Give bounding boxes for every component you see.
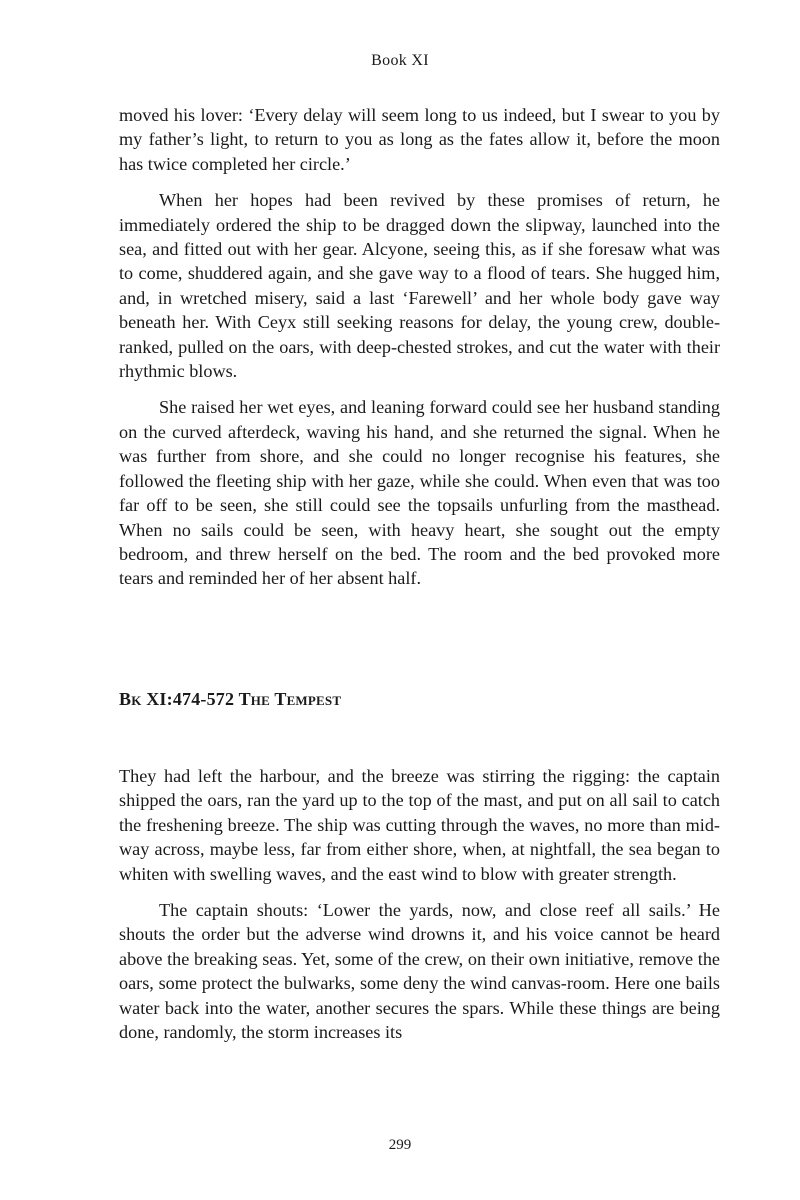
paragraph-left-harbour: They had left the harbour, and the breeze was stirring the rigging: the captain shipped the oars, ran the yard up to the top of the mast, and put on all sail to catch the freshening breeze. The ship was cutting through the waves, no more than mid-way across, maybe less, far from either shore, when, at nightfall, the sea began to whiten with swelling waves, and the east wind to blow with greater strength. xyxy=(119,766,720,884)
section-text-block xyxy=(119,764,720,1056)
paragraph-continuation: moved his lover: ‘Every delay will seem long to us indeed, but I swear to you by my father’s light, to return to you as long as the fates allow it, before the moon has twice completed her circle.’ xyxy=(119,105,720,174)
running-head: Book XI xyxy=(371,52,429,69)
paragraph-alcyone-watches: She raised her wet eyes, and leaning forward could see her husband standing on the curved afterdeck, waving his hand, and she returned the signal. When he was further from shore, and she could no longer recognise his features, she followed the fleeting ship with her gaze, while she could. When even that was too far off to be seen, she still could see the topsails unfurling from the masthead. When no sails could be seen, with heavy heart, she sought out the empty bedroom, and threw herself on the bed. The room and the bed provoked more tears and reminded her of her absent half. xyxy=(119,397,720,589)
page-number: 299 xyxy=(388,1137,412,1153)
paragraph-ship-launch: When her hopes had been revived by these promises of return, he immediately ordered the ship to be dragged down the slipway, launched into the sea, and fitted out with her gear. Alcyone, seeing this, as if she foresaw what was to come, shuddered again, and she gave way to a flood of tears. She hugged him, and, in wretched misery, said a last ‘Farewell’ and her whole body gave way beneath her. With Ceyx still seeking reasons for delay, the young crew, double-ranked, pulled on the oars, with deep-chested strokes, and cut the water with their rhythmic blows. xyxy=(119,190,720,382)
section-heading-prefix: Bk XI:474-572 xyxy=(119,689,239,709)
section-heading-title: The Tempest xyxy=(238,689,342,709)
paragraph-captain-shouts: The captain shouts: ‘Lower the yards, now, and close reef all sails.’ He shouts the order but the adverse wind drowns it, and his voice cannot be heard above the breaking seas. Yet, some of the crew, on their own initiative, remove the oars, some protect the bulwarks, some deny the wind canvas-room. Here one bails water back into the water, another secures the spars. While these things are being done, randomly, the storm increases its xyxy=(119,900,720,1043)
top-text-block xyxy=(119,103,720,603)
section-heading xyxy=(119,689,720,710)
